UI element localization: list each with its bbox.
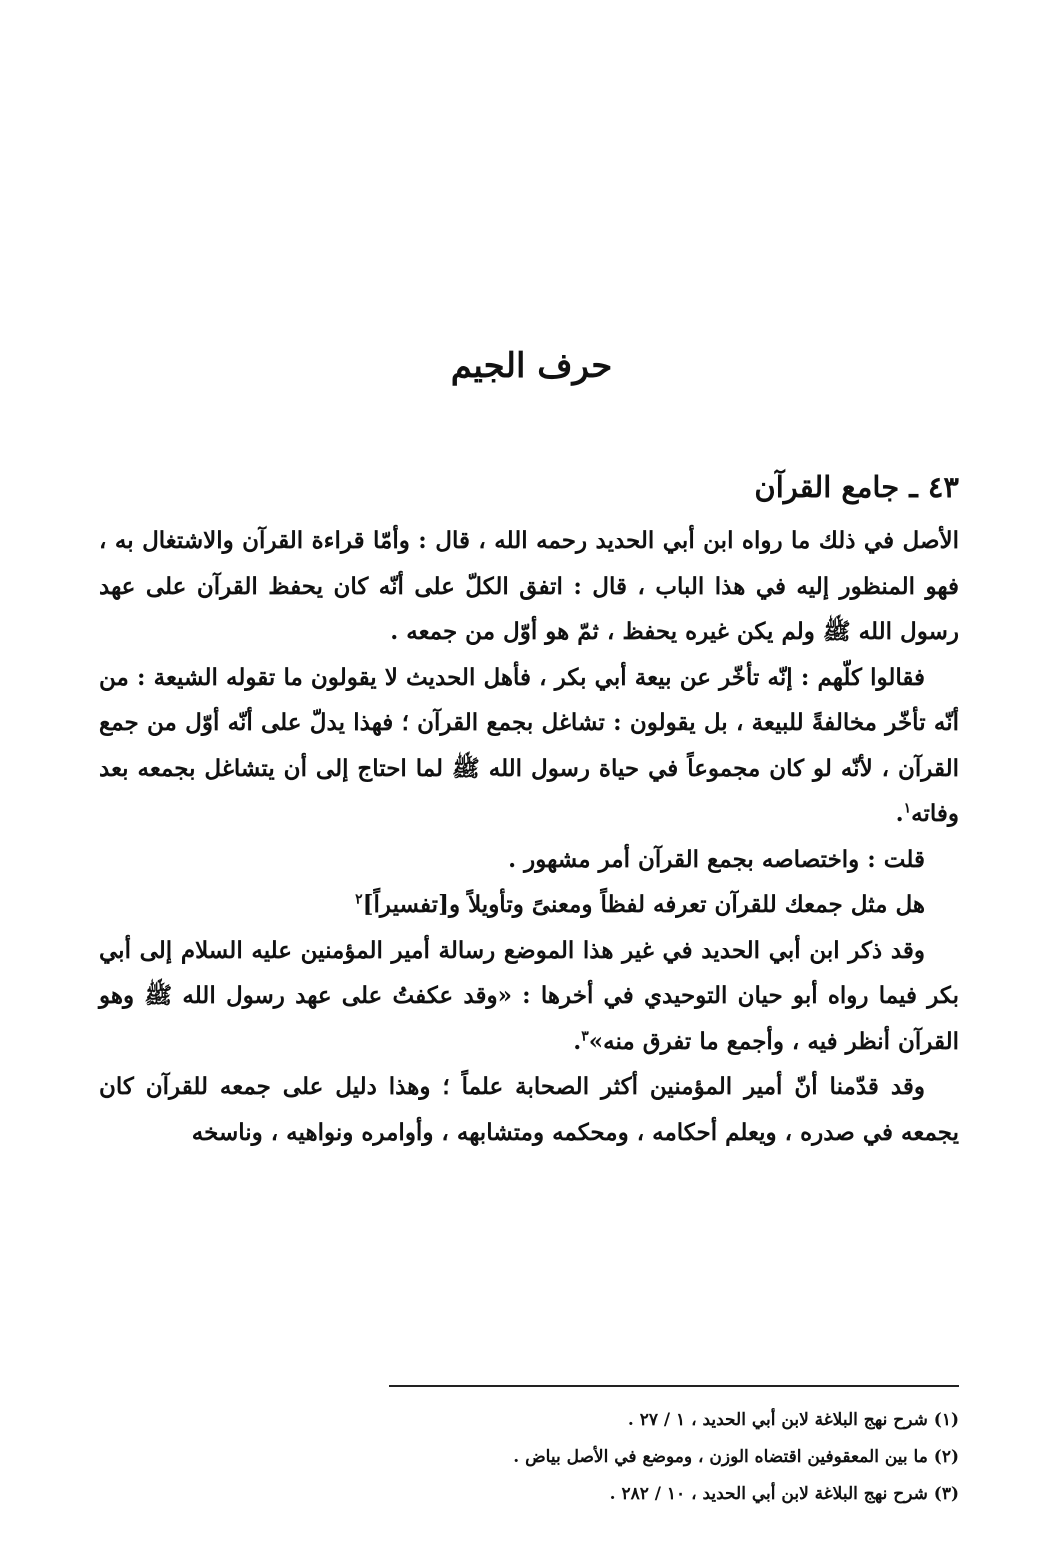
paragraph-text: قلت : واختصاصه بجمع القرآن أمر مشهور . bbox=[508, 845, 925, 873]
paragraph-text: وقد ذكر ابن أبي الحديد في غير هذا الموضع رسالة أمير المؤمنين عليه السلام إلى أبي بكر فيما رواه أبو حيان التوحيدي في أخرها : «وقد عكفتُ على عهد رسول الله ﷺ وهو القرآن أنظر فيه ، وأجمع ما تفرق منه» bbox=[99, 936, 959, 1055]
footnote-divider bbox=[389, 1385, 959, 1387]
paragraph bbox=[99, 1064, 959, 1155]
footnote-2: (٢) ما بين المعقوفين اقتضاه الوزن ، وموضع في الأصل بياض . bbox=[513, 1447, 959, 1467]
paragraph-text: هل مثل جمعك للقرآن تعرفه لفظاً ومعنىً وتأويلاً و[تفسيراً] bbox=[362, 891, 925, 918]
paragraph bbox=[99, 655, 959, 837]
footnote-3: (٣) شرح نهج البلاغة لابن أبي الحديد ، ١٠ / ٢٨٢ . bbox=[609, 1484, 959, 1504]
paragraph-text: وقد قدّمنا أنّ أمير المؤمنين أكثر الصحابة علماً ؛ وهذا دليل على جمعه للقرآن كان يجمعه في صدره ، ويعلم أحكامه ، ومحكمه ومتشابهه ، وأوامره ونواهيه ، وناسخه bbox=[99, 1073, 959, 1146]
footnote-marker: ٣ bbox=[581, 1027, 589, 1044]
paragraph-tail: . bbox=[573, 1027, 582, 1055]
footnote-marker: ٢ bbox=[355, 891, 363, 908]
footnote-marker: ١ bbox=[903, 800, 912, 817]
paragraph bbox=[99, 837, 959, 883]
footnote-1: (١) شرح نهج البلاغة لابن أبي الحديد ، ١ / ٢٧ . bbox=[627, 1410, 959, 1430]
paragraph-text: الأصل في ذلك ما رواه ابن أبي الحديد رحمه الله ، قال : وأمّا قراءة القرآن والاشتغال به ، فهو المنظور إليه في هذا الباب ، قال : اتفق الكلّ على أنّه كان يحفظ القرآن على عهد رسول الله ﷺ ولم يكن غيره يحفظ ، ثمّ هو أوّل من جمعه . bbox=[99, 527, 959, 645]
verse-line bbox=[99, 882, 959, 928]
chapter-title: حرف الجيم bbox=[450, 346, 613, 386]
paragraph-tail: . bbox=[895, 800, 904, 827]
footnotes bbox=[99, 1402, 959, 1513]
body-text bbox=[99, 518, 959, 1155]
paragraph-text: فقالوا كلّهم : إنّه تأخّر عن بيعة أبي بكر ، فأهل الحديث لا يقولون ما تقوله الشيعة : من أنّه تأخّر مخالفةً للبيعة ، بل يقولون : تشاغل بجمع القرآن ؛ فهذا يدلّ على أنّه أوّل من جمع القرآن ، لأنّه لو كان مجموعاً في حياة رسول الله ﷺ لما احتاج إلى أن يتشاغل بجمعه بعد وفاته bbox=[99, 663, 959, 827]
paragraph bbox=[99, 518, 959, 655]
paragraph bbox=[99, 928, 959, 1065]
entry-heading: ٤٣ ـ جامع القرآن bbox=[754, 470, 959, 504]
